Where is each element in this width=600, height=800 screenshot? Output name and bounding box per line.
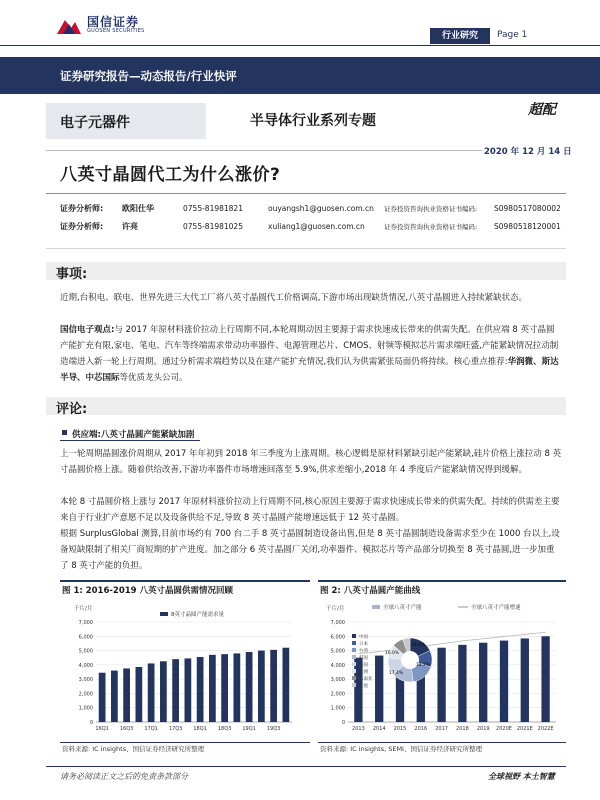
y-tick-label: 6,000: [78, 634, 93, 641]
bar: [160, 661, 167, 722]
pie-legend-swatch: [352, 683, 356, 687]
brand-name-en: GUOSEN SECURITIES: [87, 28, 145, 34]
x-tick-label: 2019: [476, 726, 490, 732]
y-tick-label: 5,000: [330, 648, 345, 655]
bar: [375, 656, 383, 722]
y-tick-label: 0: [89, 720, 93, 726]
y-tick-label: 3,000: [78, 677, 93, 684]
y-tick-label: 5,000: [78, 648, 93, 655]
pie-legend-swatch: [352, 662, 356, 666]
title-rule: [46, 193, 566, 194]
event-paragraph: 近期,台积电、联电、世界先进三大代工厂将八英寸晶圆代工价格调高,下游市场出现缺货情况,八英寸晶圆进入持续紧缺状态。: [60, 293, 528, 303]
figure-2-title: 图 2: 八英寸晶圆产能曲线: [320, 586, 421, 596]
bar: [209, 655, 216, 722]
bar: [148, 663, 155, 722]
recommended-stocks: 华润微、斯达半导、中芯国际: [60, 357, 559, 383]
pie-legend-label: 中国: [359, 635, 368, 640]
bar: [479, 643, 487, 722]
report-type: 证券研究报告—动态报告/行业快评: [60, 69, 237, 83]
bar: [197, 657, 204, 722]
analyst-phone: 0755-81981025: [183, 222, 243, 231]
bar: [270, 650, 277, 722]
bar: [258, 651, 265, 722]
x-tick-label: 2014: [372, 726, 386, 732]
bar: [541, 636, 549, 722]
y-axis-unit: 千片/月: [326, 606, 345, 612]
page-title: 八英寸晶圆代工为什么涨价?: [60, 165, 281, 185]
bar: [521, 638, 529, 722]
figure-2-source: 资料来源: IC insights, SEMI、国信证券经济研究所整理: [320, 745, 482, 753]
analyst-cert: S0980518120001: [494, 222, 561, 231]
pie-legend-swatch: [352, 634, 356, 638]
date-rule: [46, 150, 482, 151]
analyst-name: 许亮: [122, 222, 138, 231]
legend-label: 8英寸晶圆产能需求量: [171, 612, 224, 618]
bar: [221, 654, 228, 722]
pie-legend-swatch: [352, 648, 356, 652]
x-tick-label: 17Q3: [168, 726, 183, 732]
bar: [185, 658, 192, 722]
pie-label: 12.2%: [415, 663, 431, 668]
analyst-email: ouyangsh1@guosen.com.cn: [268, 204, 374, 213]
report-category-badge: 行业研究: [430, 28, 490, 44]
x-tick-label: 19Q3: [266, 726, 281, 732]
view-text: 与 2017 年原材料涨价拉动上行周期不同,本轮周期动因主要源于需求快速成长带来的供需失配。在供应端 8 英寸晶圆产能扩充有限,家电、笔电、汽车等终端需求带动功率器件、电源管理芯片、CMOS、射频等模拟芯片需求端旺盛,产能紧缺情况拉动制造端进入新一轮上行周期。通过分析需求端趋势以及在建产能扩充情况,我们认为供需紧张局面仍将持续。核心重点推荐:: [60, 325, 559, 367]
event-heading-box: [46, 262, 566, 280]
bar: [111, 671, 118, 722]
pie-legend-swatch: [352, 641, 356, 645]
figure-1-chart: [60, 598, 310, 738]
figure-2-chart: [318, 598, 566, 738]
footer-rule: [46, 766, 566, 767]
x-tick-label: 2022E: [537, 726, 554, 732]
report-date: 2020 年 12 月 14 日: [484, 147, 572, 157]
footer-slogan: 全球视野 本土智慧: [488, 772, 555, 781]
comment-paragraph: 上一轮周期晶圆涨价周期从 2017 年年初到 2018 年三季度为上涨周期。核心逻辑是原材料紧缺引起产能紧缺,硅片价格上涨拉动 8 英寸晶圆价格上涨。随着供给改善,下游功率器件市场增速回落至 5.9%,供求差缩小,2018 年 4 季度后产能紧缺情况得到缓解。: [60, 449, 562, 475]
analyst-phone: 0755-81981821: [183, 204, 243, 213]
bar: [458, 645, 466, 722]
x-tick-label: 2018: [456, 726, 469, 732]
pie-legend-label: 韩国: [359, 656, 368, 661]
pie-legend-label: 其他: [359, 684, 368, 689]
bar: [123, 668, 130, 722]
view-label: 国信电子观点:: [60, 325, 115, 335]
event-heading: 事项:: [56, 267, 88, 282]
supply-subheading: 供应端:八英寸晶圆产能紧缺加剧: [72, 430, 195, 440]
rating: 超配: [528, 102, 556, 118]
analyst-role: 证券分析师:: [60, 222, 104, 231]
y-tick-label: 0: [341, 720, 345, 726]
pie-legend-swatch: [352, 676, 356, 680]
y-tick-label: 6,000: [330, 634, 345, 641]
pie-legend-label: 东南亚: [359, 677, 373, 682]
legend-swatch: [160, 612, 168, 616]
header-rule: [0, 45, 600, 46]
guosen-logo-icon: [57, 14, 81, 34]
legend-label: 全球八英寸产能增速: [471, 605, 521, 611]
x-tick-label: 18Q3: [217, 726, 232, 732]
x-tick-label: 17Q1: [144, 726, 158, 732]
comment-heading-box: [46, 397, 566, 415]
y-tick-label: 1,000: [78, 705, 93, 712]
bar: [283, 648, 290, 722]
page-number: Page 1: [497, 30, 528, 40]
bar: [234, 653, 241, 722]
pie-legend-label: 美国: [359, 663, 368, 668]
bar: [172, 659, 179, 722]
legend-label: 全球八英寸产能: [383, 605, 422, 611]
legend-swatch: [372, 605, 380, 609]
analyst-divider: [46, 248, 566, 249]
y-tick-label: 3,000: [330, 677, 345, 684]
analyst-cert-label: 证券投资咨询执业资格证书编码:: [384, 223, 478, 231]
pie-legend-swatch: [352, 669, 356, 673]
analyst-email: xuliang1@guosen.com.cn: [268, 222, 365, 231]
x-tick-label: 2021E: [516, 726, 533, 732]
bar: [246, 652, 253, 722]
y-tick-label: 7,000: [330, 620, 345, 626]
x-tick-label: 2015: [393, 726, 407, 732]
x-tick-label: 18Q1: [193, 726, 207, 732]
x-tick-label: 2020E: [496, 726, 512, 732]
x-tick-label: 2017: [435, 726, 448, 732]
y-tick-label: 4,000: [78, 662, 93, 669]
y-tick-label: 4,000: [330, 662, 345, 669]
figure-1-source: 资料来源: IC insights、国信证券经济研究所整理: [62, 745, 205, 753]
pie-legend-swatch: [352, 655, 356, 659]
x-tick-label: 19Q1: [242, 726, 256, 732]
bullet-icon: [62, 430, 67, 435]
y-tick-label: 7,000: [78, 620, 93, 626]
pie-label: 17.4%: [388, 671, 404, 676]
comment-paragraph: 根据 SurplusGlobal 测算,目前市场约有 700 台二手 8 英寸晶圆制造设备出售,但是 8 英寸晶圆制造设备需求至少在 1000 台以上,设备短缺限制了相关厂商短期的扩产进度。加之部分 6 英寸晶圆厂关闭,功率器件、模拟芯片等产品部分切换至 8 英寸晶圆,进一步加重了 8 英寸产能的负担。: [60, 529, 560, 571]
bar: [99, 673, 106, 722]
analyst-name: 欧阳仕华: [122, 204, 154, 213]
pie-legend-label: 欧洲: [359, 670, 368, 675]
bar: [437, 648, 445, 722]
bar: [500, 641, 508, 722]
x-tick-label: 2013: [352, 726, 365, 732]
y-tick-label: 2,000: [330, 691, 345, 698]
pie-label: 18.0%: [410, 643, 426, 648]
analyst-role: 证券分析师:: [60, 204, 104, 213]
figure-1-title: 图 1: 2016-2019 八英寸晶圆供需情况回顾: [62, 586, 234, 596]
x-tick-label: 2016: [414, 726, 428, 732]
view-paragraph: [60, 322, 562, 386]
y-tick-label: 2,000: [78, 691, 93, 698]
subheading-rule: [60, 440, 200, 441]
view-tail: 等优质龙头公司。: [119, 373, 188, 383]
x-tick-label: 16Q3: [119, 726, 134, 732]
y-tick-label: 1,000: [330, 705, 345, 712]
analyst-cert: S0980517080002: [494, 204, 561, 213]
x-tick-label: 16Q1: [95, 726, 109, 732]
comment-heading: 评论:: [56, 402, 88, 417]
footer-disclaimer: 请务必阅读正文之后的免责条款部分: [60, 772, 188, 781]
bar: [136, 667, 143, 722]
series-title: 半导体行业系列专题: [250, 113, 376, 129]
pie-legend-label: 日本: [359, 642, 368, 647]
industry-name: 电子元器件: [60, 115, 130, 131]
comment-paragraph: 本轮 8 寸晶圆价格上涨与 2017 年原材料涨价拉动上行周期不同,核心原因主要源于需求快速成长带来的供需失配。持续的供需差主要来自于行业扩产意愿不足以及设备供给不足,导致 8 英寸晶圆产能增速远低于 12 英寸晶圆。: [60, 497, 560, 523]
pie-legend-label: 台湾: [359, 649, 368, 654]
analyst-cert-label: 证券投资咨询执业资格证书编码:: [384, 205, 478, 213]
brand-name: 国信证券: [87, 15, 140, 29]
pie-label: 16.0%: [384, 651, 400, 656]
y-axis-unit: 千片/月: [74, 606, 93, 612]
